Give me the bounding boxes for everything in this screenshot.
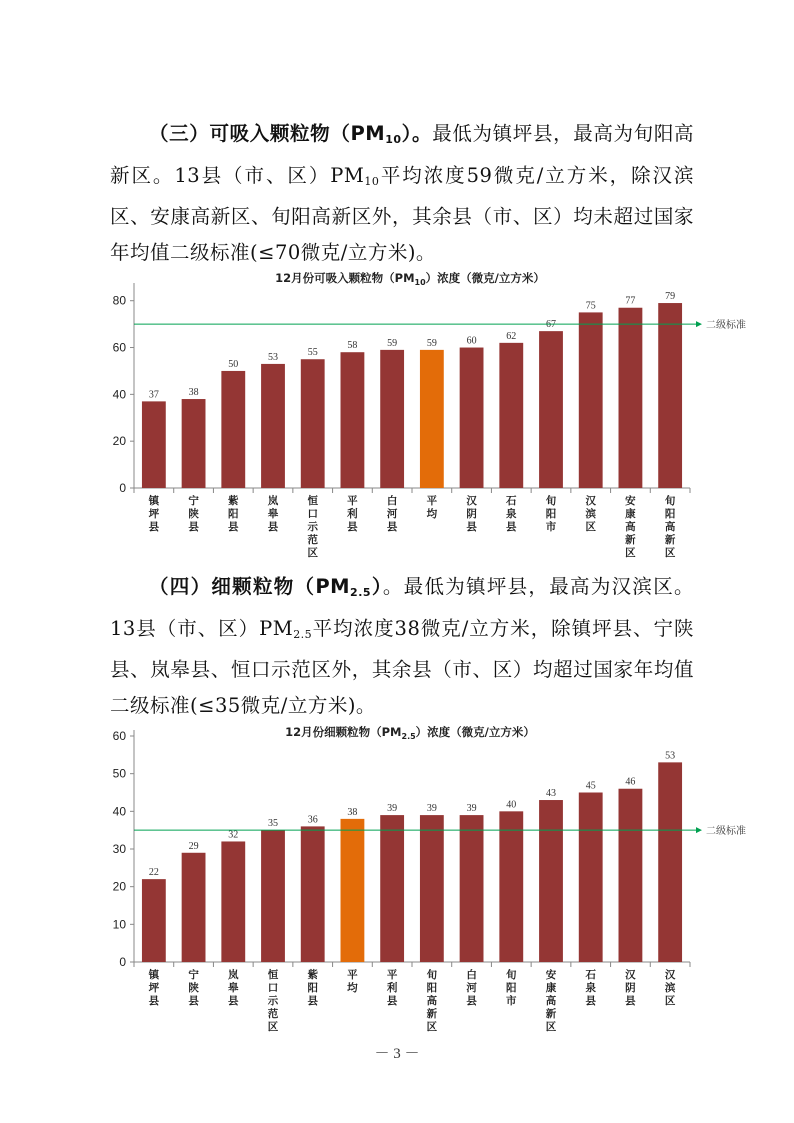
bar-紫阳县 — [221, 371, 245, 488]
chart-title: 12月份可吸入颗粒物$(PM_{10})$浓度（微克/立方米） — [275, 271, 545, 287]
data-label: 77 — [625, 295, 636, 307]
data-label: 55 — [307, 347, 318, 359]
x-tick-label: 白河县 — [386, 495, 398, 533]
bar-平均 — [420, 350, 444, 488]
x-tick-label: 旬阳高新区 — [664, 495, 676, 559]
section-3-paragraph: （三）可吸入颗粒物$(PM_{10})$。最低为镇坪县，最高为旬阳高新区。13县（市、区）$PM_{10}$平均浓度59微克/立方米，除汉滨区、安康高新区、旬阳高新区外，其余县（市、区）均未超过国家年均值二级标准(≤70微克/立方米)。 — [110, 122, 694, 264]
bar-岚皋县 — [261, 364, 285, 488]
bar-宁陕县 — [182, 399, 206, 488]
x-tick-label: 汉滨区 — [664, 969, 676, 1007]
bar-石泉县 — [499, 343, 523, 488]
x-tick-label: 白河县 — [466, 969, 477, 1007]
bar-白河县 — [460, 815, 484, 962]
data-label: 40 — [506, 799, 517, 811]
x-tick-label: 旬阳市 — [545, 495, 557, 533]
pm25-bar-chart — [0, 722, 794, 1032]
x-tick-label: 镇坪县 — [148, 495, 160, 533]
bar-镇坪县 — [142, 401, 166, 488]
data-label: 35 — [268, 818, 278, 830]
bar-安康高新区 — [539, 800, 563, 962]
y-tick-label: 40 — [112, 804, 126, 819]
bar-平利县 — [341, 352, 365, 488]
data-label: 36 — [307, 814, 318, 826]
data-label: 39 — [426, 803, 437, 815]
data-label: 39 — [387, 803, 398, 815]
x-tick-label: 岚皋县 — [267, 495, 279, 533]
bar-旬阳高新区 — [658, 303, 682, 488]
x-tick-label: 紫阳县 — [307, 969, 318, 1007]
standard-arrow — [696, 321, 702, 327]
data-label: 62 — [506, 330, 517, 342]
x-tick-label: 平均 — [426, 495, 438, 520]
x-tick-label: 平利县 — [347, 495, 358, 533]
x-tick-label: 恒口示范区 — [267, 969, 279, 1033]
bar-汉阴县 — [460, 348, 484, 488]
data-label: 53 — [665, 750, 676, 762]
page-number: － 3 － — [374, 1046, 420, 1062]
bar-平利县 — [380, 815, 404, 962]
bar-旬阳高新区 — [420, 815, 444, 962]
section-4-paragraph: （四）细颗粒物$(PM_{2.5})$。最低为镇坪县，最高为汉滨区。13县（市、区）$PM_{2.5}$平均浓度38微克/立方米，除镇坪县、宁陕县、岚皋县、恒口示范区外，其余县（市、区）均超过国家年均值二级标准(≤35微克/立方米)。 — [110, 575, 694, 717]
x-tick-label: 旬阳高新区 — [426, 969, 438, 1033]
bar-旬阳市 — [539, 331, 563, 488]
bar-紫阳县 — [301, 826, 325, 962]
section-4-heading: （四）细颗粒物$(PM_{2.5})$ — [149, 575, 383, 599]
x-tick-label: 镇坪县 — [148, 969, 160, 1007]
y-tick-label: 50 — [112, 766, 126, 781]
chart-title: 12月份细颗粒物$(PM_{2.5})$浓度（微克/立方米） — [285, 725, 535, 741]
data-label: 75 — [585, 300, 596, 312]
data-label: 29 — [188, 840, 199, 852]
x-tick-label: 汉阴县 — [466, 495, 477, 533]
standard-label: 二级标准 — [706, 320, 746, 332]
data-label: 53 — [268, 351, 278, 363]
x-tick-label: 安康高新区 — [625, 495, 636, 559]
bar-白河县 — [380, 350, 404, 488]
x-tick-label: 石泉县 — [585, 969, 596, 1007]
x-tick-label: 平利县 — [386, 969, 398, 1007]
bar-宁陕县 — [182, 853, 206, 962]
x-tick-label: 汉阴县 — [625, 969, 636, 1007]
bar-恒口示范区 — [301, 359, 325, 488]
y-tick-label: 60 — [112, 340, 126, 355]
standard-label: 二级标准 — [706, 826, 746, 838]
y-tick-label: 60 — [112, 729, 126, 743]
data-label: 59 — [387, 337, 398, 349]
y-tick-label: 80 — [112, 293, 126, 308]
bar-石泉县 — [579, 793, 603, 963]
x-tick-label: 平均 — [347, 969, 358, 994]
x-tick-label: 旬阳市 — [506, 969, 517, 1007]
bar-恒口示范区 — [261, 830, 285, 962]
data-label: 60 — [466, 335, 477, 347]
x-tick-label: 宁陕县 — [188, 495, 199, 533]
standard-arrow — [696, 827, 702, 833]
data-label: 67 — [546, 319, 556, 331]
data-label: 37 — [148, 389, 159, 401]
y-tick-label: 20 — [112, 879, 126, 894]
x-tick-label: 岚皋县 — [228, 969, 239, 1007]
bar-旬阳市 — [499, 811, 523, 962]
x-tick-label: 恒口示范区 — [307, 495, 318, 559]
data-label: 43 — [546, 788, 556, 800]
y-tick-label: 40 — [112, 387, 126, 402]
x-tick-label: 安康高新区 — [545, 969, 557, 1033]
x-tick-label: 宁陕县 — [188, 969, 199, 1007]
data-label: 50 — [228, 358, 239, 370]
bar-汉滨区 — [658, 762, 682, 962]
data-label: 22 — [148, 867, 159, 879]
section-3-heading: （三）可吸入颗粒物$(PM_{10})$。 — [149, 122, 433, 146]
bar-汉阴县 — [619, 789, 643, 962]
data-label: 39 — [466, 803, 477, 815]
bar-安康高新区 — [619, 308, 643, 488]
bar-镇坪县 — [142, 879, 166, 962]
data-label: 45 — [585, 780, 596, 792]
data-label: 46 — [625, 776, 636, 788]
data-label: 79 — [665, 291, 676, 303]
x-tick-label: 紫阳县 — [228, 495, 239, 533]
y-tick-label: 20 — [112, 434, 126, 449]
bar-岚皋县 — [221, 841, 245, 962]
y-tick-label: 10 — [112, 917, 126, 932]
data-label: 59 — [426, 337, 437, 349]
data-label: 32 — [228, 829, 239, 841]
y-tick-label: 30 — [112, 842, 126, 856]
y-tick-label: 0 — [119, 481, 126, 495]
bar-平均 — [341, 819, 365, 962]
x-tick-label: 汉滨区 — [585, 495, 596, 533]
pm10-bar-chart — [0, 265, 794, 565]
x-tick-label: 石泉县 — [506, 495, 517, 533]
data-label: 38 — [347, 806, 358, 818]
y-tick-label: 0 — [119, 955, 126, 969]
data-label: 38 — [188, 387, 199, 399]
data-label: 58 — [347, 340, 358, 352]
bar-汉滨区 — [579, 312, 603, 488]
